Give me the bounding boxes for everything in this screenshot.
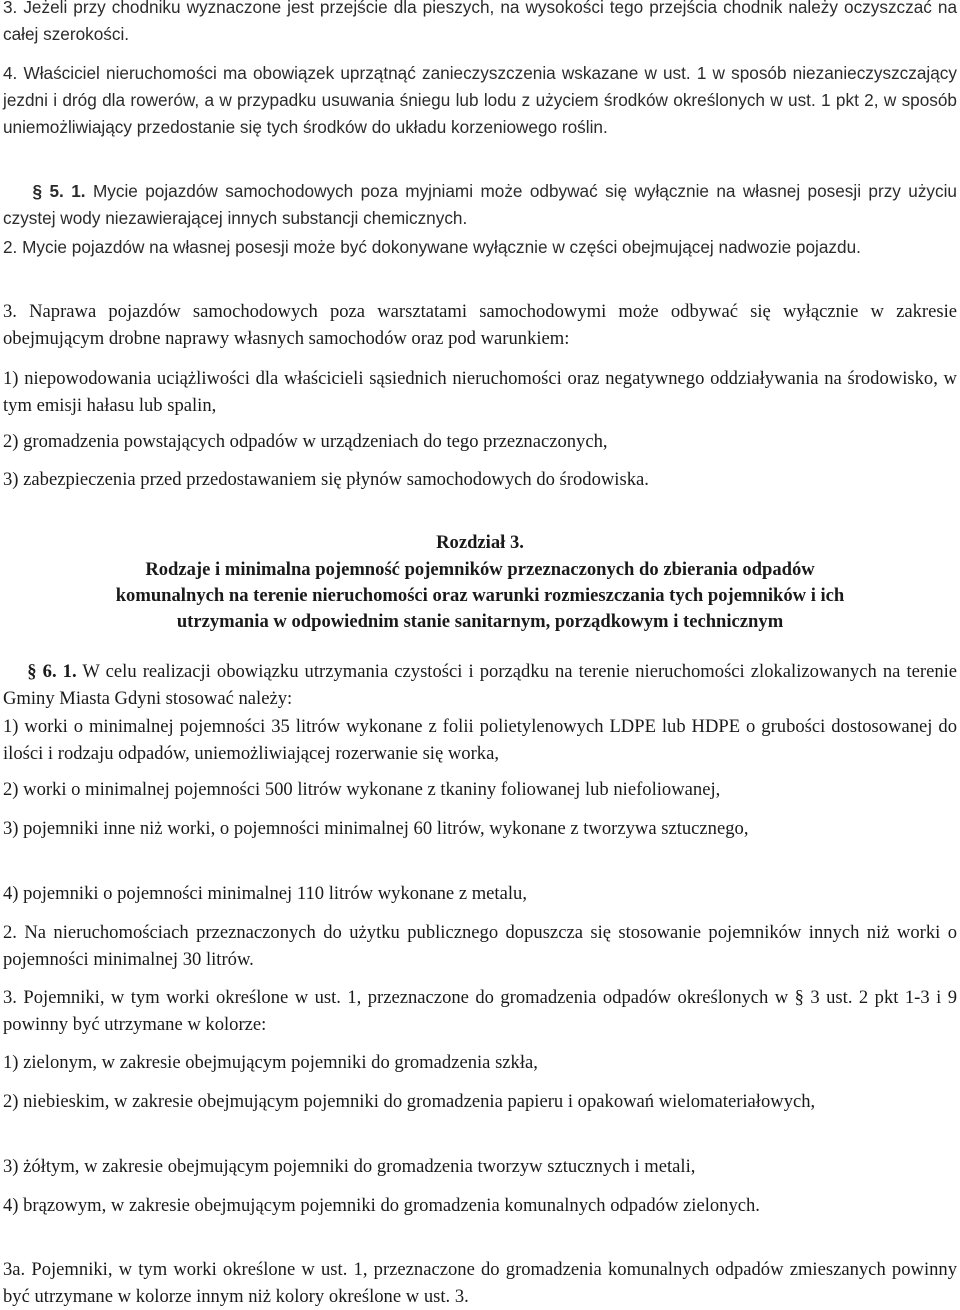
section-6-3-item-3: 3) żółtym, w zakresie obejmującym pojemniki do gromadzenia tworzyw sztucznych i metali, <box>3 1156 696 1177</box>
section-5-paragraph-3: 3. Naprawa pojazdów samochodowych poza warsztatami samochodowymi może odbywać się wyłącznie w zakresie obejmującym drobne naprawy własnych samochodów oraz pod warunkiem: <box>3 301 957 349</box>
chapter-title-line-1: Rodzaje i minimalna pojemność pojemników przeznaczonych do zbierania odpadów <box>145 559 815 580</box>
section-6-3-item-1: 1) zielonym, w zakresie obejmującym pojemniki do gromadzenia szkła, <box>3 1052 538 1073</box>
section-6-1-item-4: 4) pojemniki o pojemności minimalnej 110 litrów wykonane z metalu, <box>3 883 527 904</box>
section-6-3-item-2: 2) niebieskim, w zakresie obejmującym pojemniki do gromadzenia papieru i opakowań wielomateriałowych, <box>3 1091 816 1112</box>
section-6-heading: § 6. 1. <box>27 661 77 682</box>
section-6-1-item-1: 1) worki o minimalnej pojemności 35 litrów wykonane z folii polietylenowych LDPE lub HDPE o grubości dostosowanej do ilości i rodzaju odpadów, uniemożliwiającej rozerwanie się worka, <box>3 716 957 764</box>
section-6-paragraph-1 <box>3 658 957 712</box>
paragraph-4: 4. Właściciel nieruchomości ma obowiązek uprzątnąć zanieczyszczenia wskazane w ust. 1 w sposób niezanieczyszczający jezdni i dróg dla rowerów, a w przypadku usuwania śniegu lub lodu z użyciem środków określonych w ust. 1 pkt 2, w sposób uniemożliwiający przedostanie się tych środków do układu korzeniowego roślin. <box>3 63 957 137</box>
chapter-title-line-3: utrzymania w odpowiednim stanie sanitarnym, porządkowym i technicznym <box>176 611 784 632</box>
section-5-paragraph-2: 2. Mycie pojazdów na własnej posesji może być dokonywane wyłącznie w części obejmującej nadwozie pojazdu. <box>3 237 861 257</box>
section-5-3-item-2: 2) gromadzenia powstających odpadów w urządzeniach do tego przeznaczonych, <box>3 431 608 452</box>
section-6-paragraph-2: 2. Na nieruchomościach przeznaczonych do użytku publicznego dopuszcza się stosowanie pojemników innych niż worki o pojemności minimalnej 30 litrów. <box>3 922 957 970</box>
section-6-paragraph-3a: 3a. Pojemniki, w tym worki określone w ust. 1, przeznaczone do gromadzenia komunalnych odpadów zmieszanych powinny być utrzymane w kolorze innym niż kolory określone w ust. 3. <box>3 1259 957 1307</box>
section-5-3-item-3: 3) zabezpieczenia przed przedostawaniem się płynów samochodowych do środowiska. <box>3 469 649 490</box>
section-6-paragraph-3: 3. Pojemniki, w tym worki określone w ust. 1, przeznaczone do gromadzenia odpadów określonych w § 3 ust. 2 pkt 1-3 i 9 powinny być utrzymane w kolorze: <box>3 987 957 1035</box>
section-5-heading: § 5. 1. <box>32 181 86 201</box>
section-5-1-text: Mycie pojazdów samochodowych poza myjniami może odbywać się wyłącznie na własnej posesji przy użyciu czystej wody niezawierającej innych substancji chemicznych. <box>3 181 957 228</box>
paragraph-3: 3. Jeżeli przy chodniku wyznaczone jest przejście dla pieszych, na wysokości tego przejścia chodnik należy oczyszczać na całej szerokości. <box>3 0 957 44</box>
chapter-title-line-2: komunalnych na terenie nieruchomości oraz warunki rozmieszczania tych pojemników i ich <box>115 585 845 606</box>
section-6-1-item-3: 3) pojemniki inne niż worki, o pojemności minimalnej 60 litrów, wykonane z tworzywa sztucznego, <box>3 818 749 839</box>
chapter-number: Rozdział 3. <box>436 532 524 553</box>
section-5-paragraph-1 <box>3 178 957 232</box>
section-6-3-item-4: 4) brązowym, w zakresie obejmującym pojemniki do gromadzenia komunalnych odpadów zielonych. <box>3 1195 760 1216</box>
section-6-1-item-2: 2) worki o minimalnej pojemności 500 litrów wykonane z tkaniny foliowanej lub niefoliowanej, <box>3 779 721 800</box>
section-6-1-text: W celu realizacji obowiązku utrzymania czystości i porządku na terenie nieruchomości zlokalizowanych na terenie Gminy Miasta Gdyni stosować należy: <box>3 661 958 709</box>
section-5-3-item-1: 1) niepowodowania uciążliwości dla właścicieli sąsiednich nieruchomości oraz negatywnego oddziaływania na środowisko, w tym emisji hałasu lub spalin, <box>3 368 957 416</box>
